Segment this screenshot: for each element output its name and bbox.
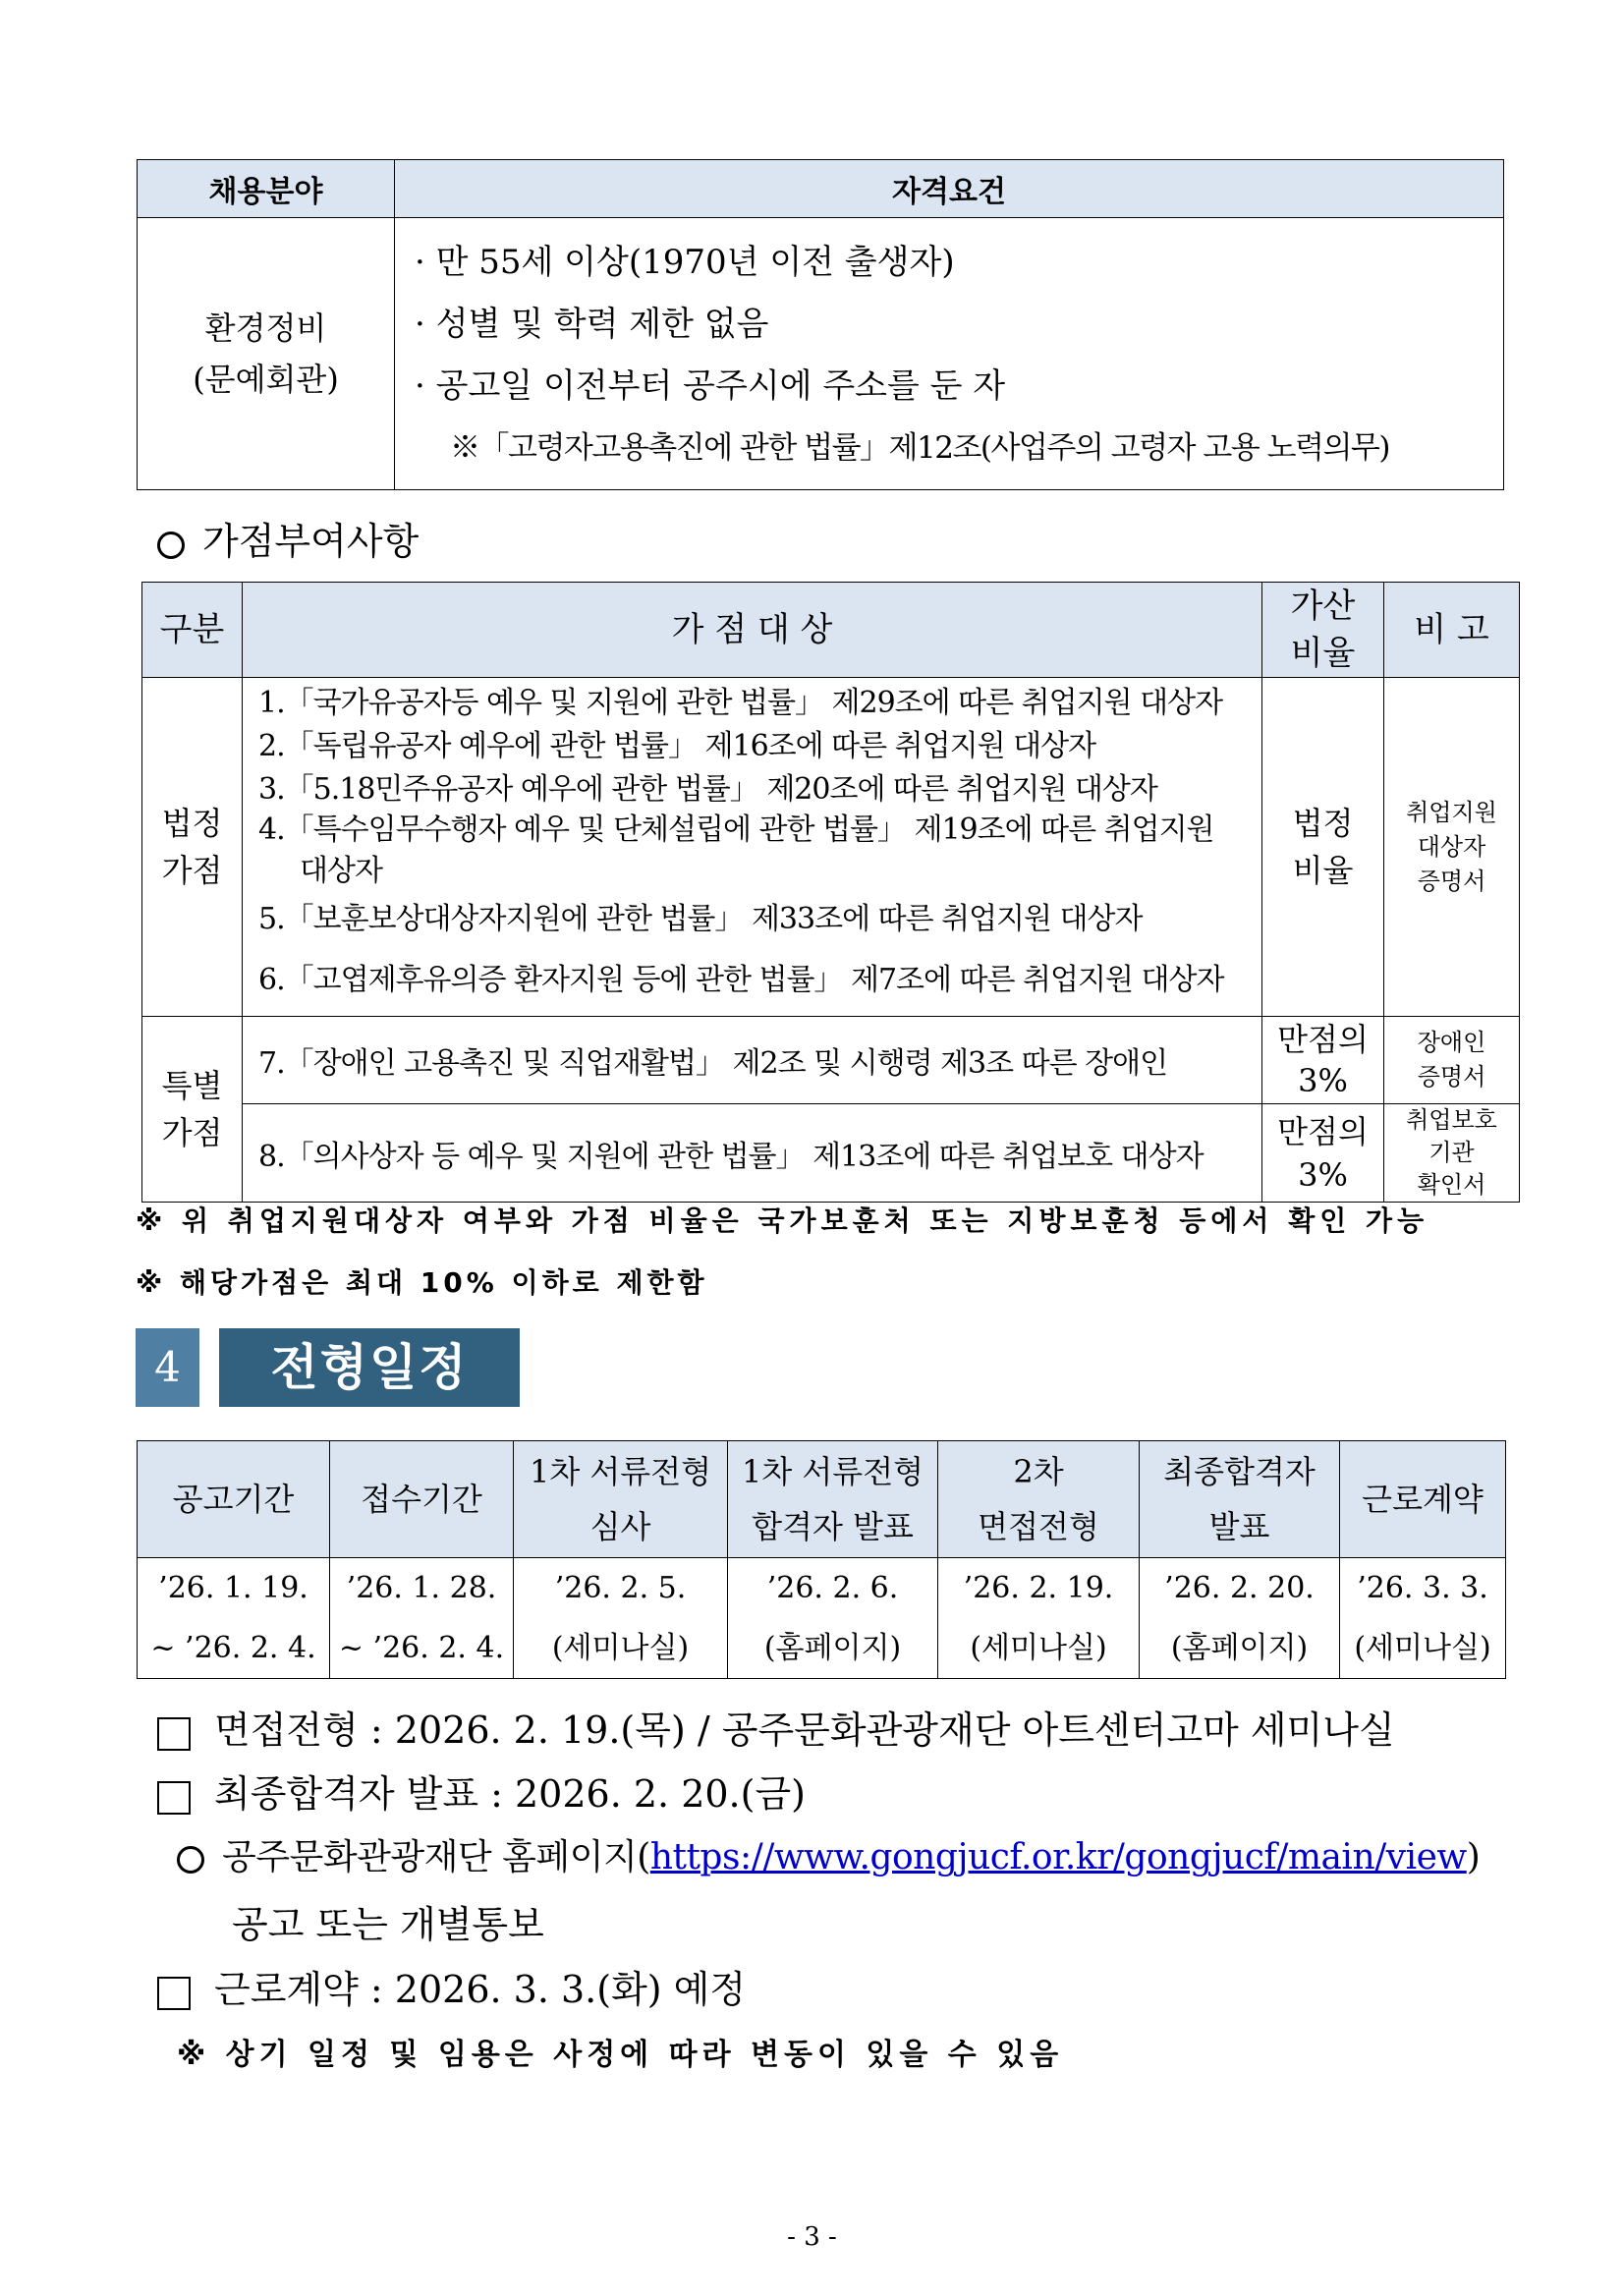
section-number: 4 <box>136 1328 199 1407</box>
header-rate <box>1262 583 1384 678</box>
schedule-change-note: ※ 상기 일정 및 임용은 사정에 따라 변동이 있을 수 있음 <box>177 2038 1064 2072</box>
schedule-date: ’26. 2. 6. <box>766 1571 899 1605</box>
legal-item-5: 5.「보훈보상대상자지원에 관한 법률」 제33조에 따른 취업지원 대상자 <box>258 902 1143 936</box>
schedule-cell <box>330 1558 514 1679</box>
special-category-line2: 가점 <box>161 1114 223 1151</box>
schedule-homepage-line2: 공고 또는 개별통보 <box>232 1903 544 1946</box>
schedule-header-application: 접수기간 <box>330 1441 514 1558</box>
schedule-contract <box>157 1959 746 2013</box>
field-name: 환경정비 <box>204 309 327 347</box>
schedule-header-final <box>1140 1441 1340 1558</box>
schedule-final-text: 최종합격자 발표 : 2026. 2. 20.(금) <box>214 1772 806 1816</box>
requirement-no-limit: · 성별 및 학력 제한 없음 <box>415 305 769 344</box>
schedule-header-doc-review <box>514 1441 728 1558</box>
bonus-note-2: ※ 해당가점은 최대 10% 이하로 제한함 <box>136 1266 708 1299</box>
schedule-header-announcement: 공고기간 <box>138 1441 330 1558</box>
schedule-date: ’26. 2. 20. <box>1164 1571 1315 1605</box>
item8-note-line3: 확인서 <box>1417 1171 1486 1199</box>
doc-result-line2: 합격자 발표 <box>752 1508 914 1545</box>
schedule-header-doc-result <box>728 1441 938 1558</box>
legal-rate <box>1262 678 1384 1017</box>
legal-note <box>1384 678 1520 1017</box>
item7-note-line2: 증명서 <box>1417 1063 1486 1091</box>
legal-note-line2: 대상자 <box>1417 832 1486 861</box>
legal-item-6: 6.「고엽제후유의증 환자지원 등에 관한 법률」 제7조에 따른 취업지원 대상자 <box>258 963 1224 997</box>
schedule-cell <box>1340 1558 1506 1679</box>
schedule-homepage <box>177 1829 1480 1879</box>
schedule-interview <box>157 1700 1395 1754</box>
legal-category-line2: 가점 <box>161 852 223 889</box>
legal-rate-line2: 비율 <box>1292 852 1354 889</box>
requirement-address: · 공고일 이전부터 공주시에 주소를 둔 자 <box>415 366 1006 406</box>
item7-rate-line2: 3% <box>1298 1062 1348 1099</box>
schedule-cell <box>728 1558 938 1679</box>
legal-items <box>243 678 1261 1016</box>
schedule-cell <box>938 1558 1140 1679</box>
circle-bullet-icon <box>177 1846 204 1874</box>
special-item-7-rate <box>1262 1017 1384 1104</box>
interview-line2: 면접전형 <box>978 1508 1099 1545</box>
item7-rate-line1: 만점의 <box>1277 1021 1369 1058</box>
schedule-header-contract: 근로계약 <box>1340 1441 1506 1558</box>
schedule-header-interview <box>938 1441 1140 1558</box>
schedule-date: ’26. 2. 5. <box>554 1571 687 1605</box>
legal-item-4-line1: 4.「특수임무수행자 예우 및 단체설립에 관한 법률」 제19조에 따른 취업지원 <box>258 812 1214 847</box>
special-item-7: 7.「장애인 고용촉진 및 직업재활법」 제2조 및 시행령 제3조 따른 장애인 <box>243 1017 1262 1104</box>
legal-item-4 <box>243 808 1261 894</box>
header-rate-line1: 가산 <box>1290 587 1356 626</box>
bonus-section-title <box>157 511 419 565</box>
schedule-cell <box>514 1558 728 1679</box>
header-category: 구분 <box>142 583 243 678</box>
schedule-sub: (홈페이지) <box>763 1631 902 1665</box>
special-category <box>142 1017 243 1203</box>
legal-note-line3: 증명서 <box>1417 867 1486 895</box>
doc-result-line1: 1차 서류전형 <box>741 1453 924 1490</box>
schedule-sub: ~ ’26. 2. 4. <box>150 1631 316 1665</box>
legal-item-4-line2: 대상자 <box>300 854 382 888</box>
bonus-title-text: 가점부여사항 <box>202 520 420 563</box>
requirement-law-note: ※「고령자고용촉진에 관한 법률」제12조(사업주의 고령자 고용 노력의무) <box>450 430 1389 466</box>
legal-category <box>142 678 243 1017</box>
circle-bullet-icon <box>157 532 185 559</box>
header-note: 비 고 <box>1384 583 1520 678</box>
schedule-sub: ~ ’26. 2. 4. <box>338 1631 505 1665</box>
schedule-sub: (홈페이지) <box>1170 1631 1309 1665</box>
homepage-prefix: 공주문화관광재단 홈페이지( <box>222 1837 650 1877</box>
schedule-sub: (세미나실) <box>551 1631 690 1665</box>
header-field: 채용분야 <box>138 160 395 218</box>
schedule-contract-text: 근로계약 : 2026. 3. 3.(화) 예정 <box>214 1968 747 2011</box>
schedule-cell <box>1140 1558 1340 1679</box>
schedule-final <box>157 1764 806 1818</box>
schedule-sub: (세미나실) <box>970 1631 1107 1665</box>
special-item-8-rate <box>1262 1104 1384 1203</box>
header-requirements: 자격요건 <box>395 160 1504 218</box>
item8-rate-line1: 만점의 <box>1277 1112 1369 1150</box>
doc-review-line2: 심사 <box>589 1508 651 1545</box>
legal-items-cell <box>243 678 1262 1017</box>
special-item-7-note <box>1384 1017 1520 1104</box>
item8-note-line1: 취업보호 <box>1406 1106 1497 1134</box>
checkbox-square-icon <box>157 1717 191 1751</box>
homepage-suffix: ) <box>1466 1837 1481 1877</box>
special-item-8-note <box>1384 1104 1520 1203</box>
homepage-link[interactable]: https://www.gongjucf.or.kr/gongjucf/main/view <box>649 1837 1467 1877</box>
checkbox-square-icon <box>157 1781 191 1815</box>
doc-review-line1: 1차 서류전형 <box>529 1453 712 1490</box>
legal-item-3: 3.「5.18민주유공자 예우에 관한 법률」 제20조에 따른 취업지원 대상자 <box>258 772 1157 807</box>
schedule-cell <box>138 1558 330 1679</box>
field-location: (문예회관) <box>193 361 339 398</box>
qualification-table <box>137 159 1504 490</box>
legal-item-2: 2.「독립유공자 예우에 관한 법률」 제16조에 따른 취업지원 대상자 <box>258 729 1096 763</box>
schedule-interview-text: 면접전형 : 2026. 2. 19.(목) / 공주문화관광재단 아트센터고마 세미나실 <box>214 1708 1395 1752</box>
special-category-line1: 특별 <box>161 1067 223 1104</box>
item8-rate-line2: 3% <box>1298 1155 1348 1194</box>
final-line2: 발표 <box>1208 1508 1270 1545</box>
special-item-8: 8.「의사상자 등 예우 및 지원에 관한 법률」 제13조에 따른 취업보호 대상자 <box>243 1104 1262 1203</box>
legal-category-line1: 법정 <box>161 805 223 842</box>
bonus-note-1: ※ 위 취업지원대상자 여부와 가점 비율은 국가보훈처 또는 지방보훈청 등에서 확인 가능 <box>136 1204 1429 1237</box>
checkbox-square-icon <box>157 1977 191 2010</box>
section-title: 전형일정 <box>219 1328 520 1407</box>
legal-note-line1: 취업지원 <box>1406 798 1497 826</box>
schedule-date: ’26. 3. 3. <box>1357 1571 1488 1605</box>
schedule-date: ’26. 1. 28. <box>346 1571 497 1605</box>
item8-note-line2: 기관 <box>1428 1139 1475 1166</box>
legal-item-1: 1.「국가유공자등 예우 및 지원에 관한 법률」 제29조에 따른 취업지원 대상자 <box>258 686 1223 720</box>
final-line1: 최종합격자 <box>1163 1453 1316 1490</box>
item7-note-line1: 장애인 <box>1417 1029 1486 1056</box>
bonus-table <box>141 582 1520 1203</box>
field-cell <box>138 218 395 490</box>
interview-line1: 2차 <box>1013 1453 1064 1490</box>
requirement-age: · 만 55세 이상(1970년 이전 출생자) <box>415 243 955 282</box>
schedule-date: ’26. 1. 19. <box>158 1571 308 1605</box>
legal-rate-line1: 법정 <box>1292 805 1354 842</box>
schedule-table <box>137 1440 1506 1679</box>
header-target: 가 점 대 상 <box>243 583 1262 678</box>
page-number: - 3 - <box>787 2222 837 2252</box>
schedule-date: ’26. 2. 19. <box>963 1571 1114 1605</box>
schedule-sub: (세미나실) <box>1354 1631 1491 1665</box>
header-rate-line2: 비율 <box>1290 634 1356 673</box>
requirements-cell <box>395 218 1504 490</box>
